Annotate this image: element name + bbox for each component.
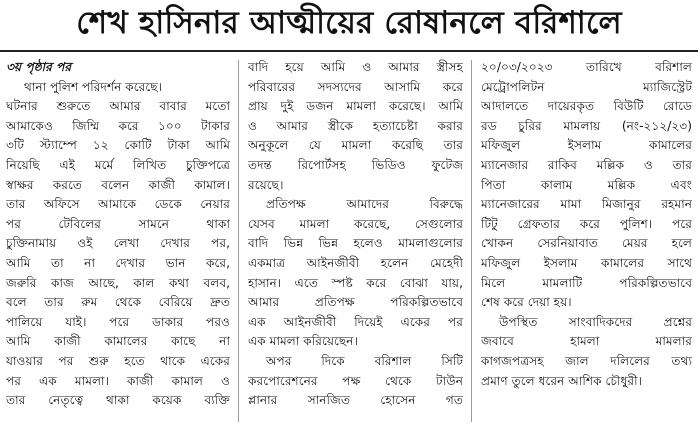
headline: শেখ হাসিনার আত্মীয়ের রোষানলে বরিশালে — [76, 5, 622, 41]
text-line: ঘটনার শুরুতে আমার বাবার মতো — [6, 99, 230, 114]
text-line: পর টেবিলের সামনে থাকা — [6, 216, 230, 231]
text-line: রড চুরির মামলায় (নং-২১২/২৩) — [481, 118, 692, 133]
text-line: পিতা কালাম মল্লিক এবং — [481, 177, 692, 192]
text-line: নিয়েছি এই মর্মে লিখিত চুক্তিপত্রে — [6, 157, 230, 172]
text-line: শেষ করে দেয়া হয়। — [481, 295, 572, 310]
text-line: ম্যানেজারের মামা মিজানুর রহমান — [481, 197, 692, 212]
text-line: মিলে মামলাটি পরিকল্পিতভাবে — [481, 275, 692, 290]
text-line: পর এক মামলা। কাজী কামাল ও — [6, 373, 230, 388]
text-line: প্লানার সানজিত হোসেন গত — [248, 393, 463, 408]
text-line: প্রায় দুই ডজন মামলা করেছে। আমি — [248, 99, 463, 114]
text-line: খোকন সেরনিয়াবাত মেয়র হলে — [481, 236, 692, 251]
text-line: প্রমাণ তুলে ধরেন আশিক চৌধুরী। — [481, 373, 642, 388]
text-line: এক আইনজীবী দিয়েই একের পর — [248, 314, 463, 329]
text-line: এক মামলা করিয়েছেন। — [248, 334, 358, 349]
text-line: অপর দিকে বরিশাল সিটি — [266, 353, 463, 368]
text-line: যাওয়ার পর শুরু হতে থাকে একের — [6, 353, 230, 368]
article-column-3 — [481, 58, 692, 391]
text-line: কাগজপত্রসহ জাল দলিলের তথ্য — [481, 353, 692, 368]
text-line: যেসব মামলা করেছে, সেগুলোর — [248, 216, 463, 231]
text-line: জবাবে হামলা মামলার — [481, 334, 692, 349]
text-line: মফিজুল ইসলাম কামালের — [481, 138, 692, 153]
text-line: তদন্ত রিপোর্টসহ ভিডিও ফুটেজ — [248, 157, 463, 172]
article-column-2 — [248, 58, 463, 411]
text-line: তার অফিসে আমাকে ডেকে নেয়ার — [6, 197, 230, 212]
text-line: মফিজুল ইসলাম কামালের সাথে — [481, 255, 692, 270]
text-line: আমার প্রতিপক্ষ পরিকল্পিতভাবে — [248, 295, 463, 310]
text-line: ও আমার স্ত্রীকে হত্যাচেষ্টা করার — [248, 118, 463, 133]
text-line: বলে তার রুম থেকে বেরিয়ে দ্রুত — [6, 295, 230, 310]
text-line: মেট্রোপলিটন ম্যাজিস্ট্রেট — [481, 79, 692, 94]
column-divider — [238, 60, 239, 422]
text-line: উপস্থিত সাংবাদিকদের প্রশ্নের — [499, 314, 692, 329]
article-column-1 — [6, 58, 230, 411]
text-line: তার নেতৃত্বে থাকা কয়েক ব্যক্তি — [6, 393, 230, 408]
text-line: করপোরেশনের পক্ষ থেকে টাউন — [248, 373, 463, 388]
text-line: ম্যানেজার রাকিব মল্লিক ও তার — [481, 157, 692, 172]
continued-from-label: ৩য় পৃষ্ঠার পর — [6, 60, 72, 74]
text-line: হাসান। এতে স্পষ্ট করে বোঝা যায়, — [248, 275, 463, 290]
headline-rule — [0, 50, 698, 52]
text-line: আমি তা না দেখার ভান করে, — [6, 255, 230, 270]
text-line: ২০/০৩/২০২৩ তারিখে বরিশাল — [481, 60, 692, 74]
text-line: আমাকেও জিম্মি করে ১০০ টাকার — [6, 118, 230, 133]
text-line: থানা পুলিশ পরিদর্শন করেছে। — [24, 79, 163, 94]
column-divider — [471, 60, 472, 422]
text-line: রয়েছে। — [248, 177, 284, 192]
text-line: আদালতে দায়েরকৃত বিউটি রোডে — [481, 99, 692, 114]
text-line: প্রতিপক্ষ আমাদের বিরুদ্ধে — [266, 197, 463, 212]
text-line: অনুকূলে যে মামলা করেছি তার — [248, 138, 463, 153]
text-line: জরুরি কাজ আছে, কাল কথা বলব, — [6, 275, 230, 290]
text-line: পালিয়ে যাই। পরে ডাকার পরও — [6, 314, 230, 329]
text-line: পরিবারের সদস্যদের আসামি করে — [248, 79, 463, 94]
text-line: একমাত্র আইনজীবী হলেন মেহেদী — [248, 255, 463, 270]
text-line: ৩টি স্ট্যাম্পে ১২ কোটি টাকা আমি — [6, 138, 230, 153]
text-line: আমি কাজী কামালের কাছে না — [6, 334, 230, 349]
text-line: স্বাক্ষর করতে বলেন কাজী কামাল। — [6, 177, 230, 192]
text-line: বাদি ভিন্ন ভিন্ন হলেও মামলাগুলোর — [248, 236, 463, 251]
text-line: চুক্তিনামায় ওই লেখা দেখার পর, — [6, 236, 230, 251]
text-line: টিটু গ্রেফতার করে পুলিশ। পরে — [481, 216, 692, 231]
text-line: বাদি হয়ে আমি ও আমার স্ত্রীসহ — [248, 60, 463, 74]
